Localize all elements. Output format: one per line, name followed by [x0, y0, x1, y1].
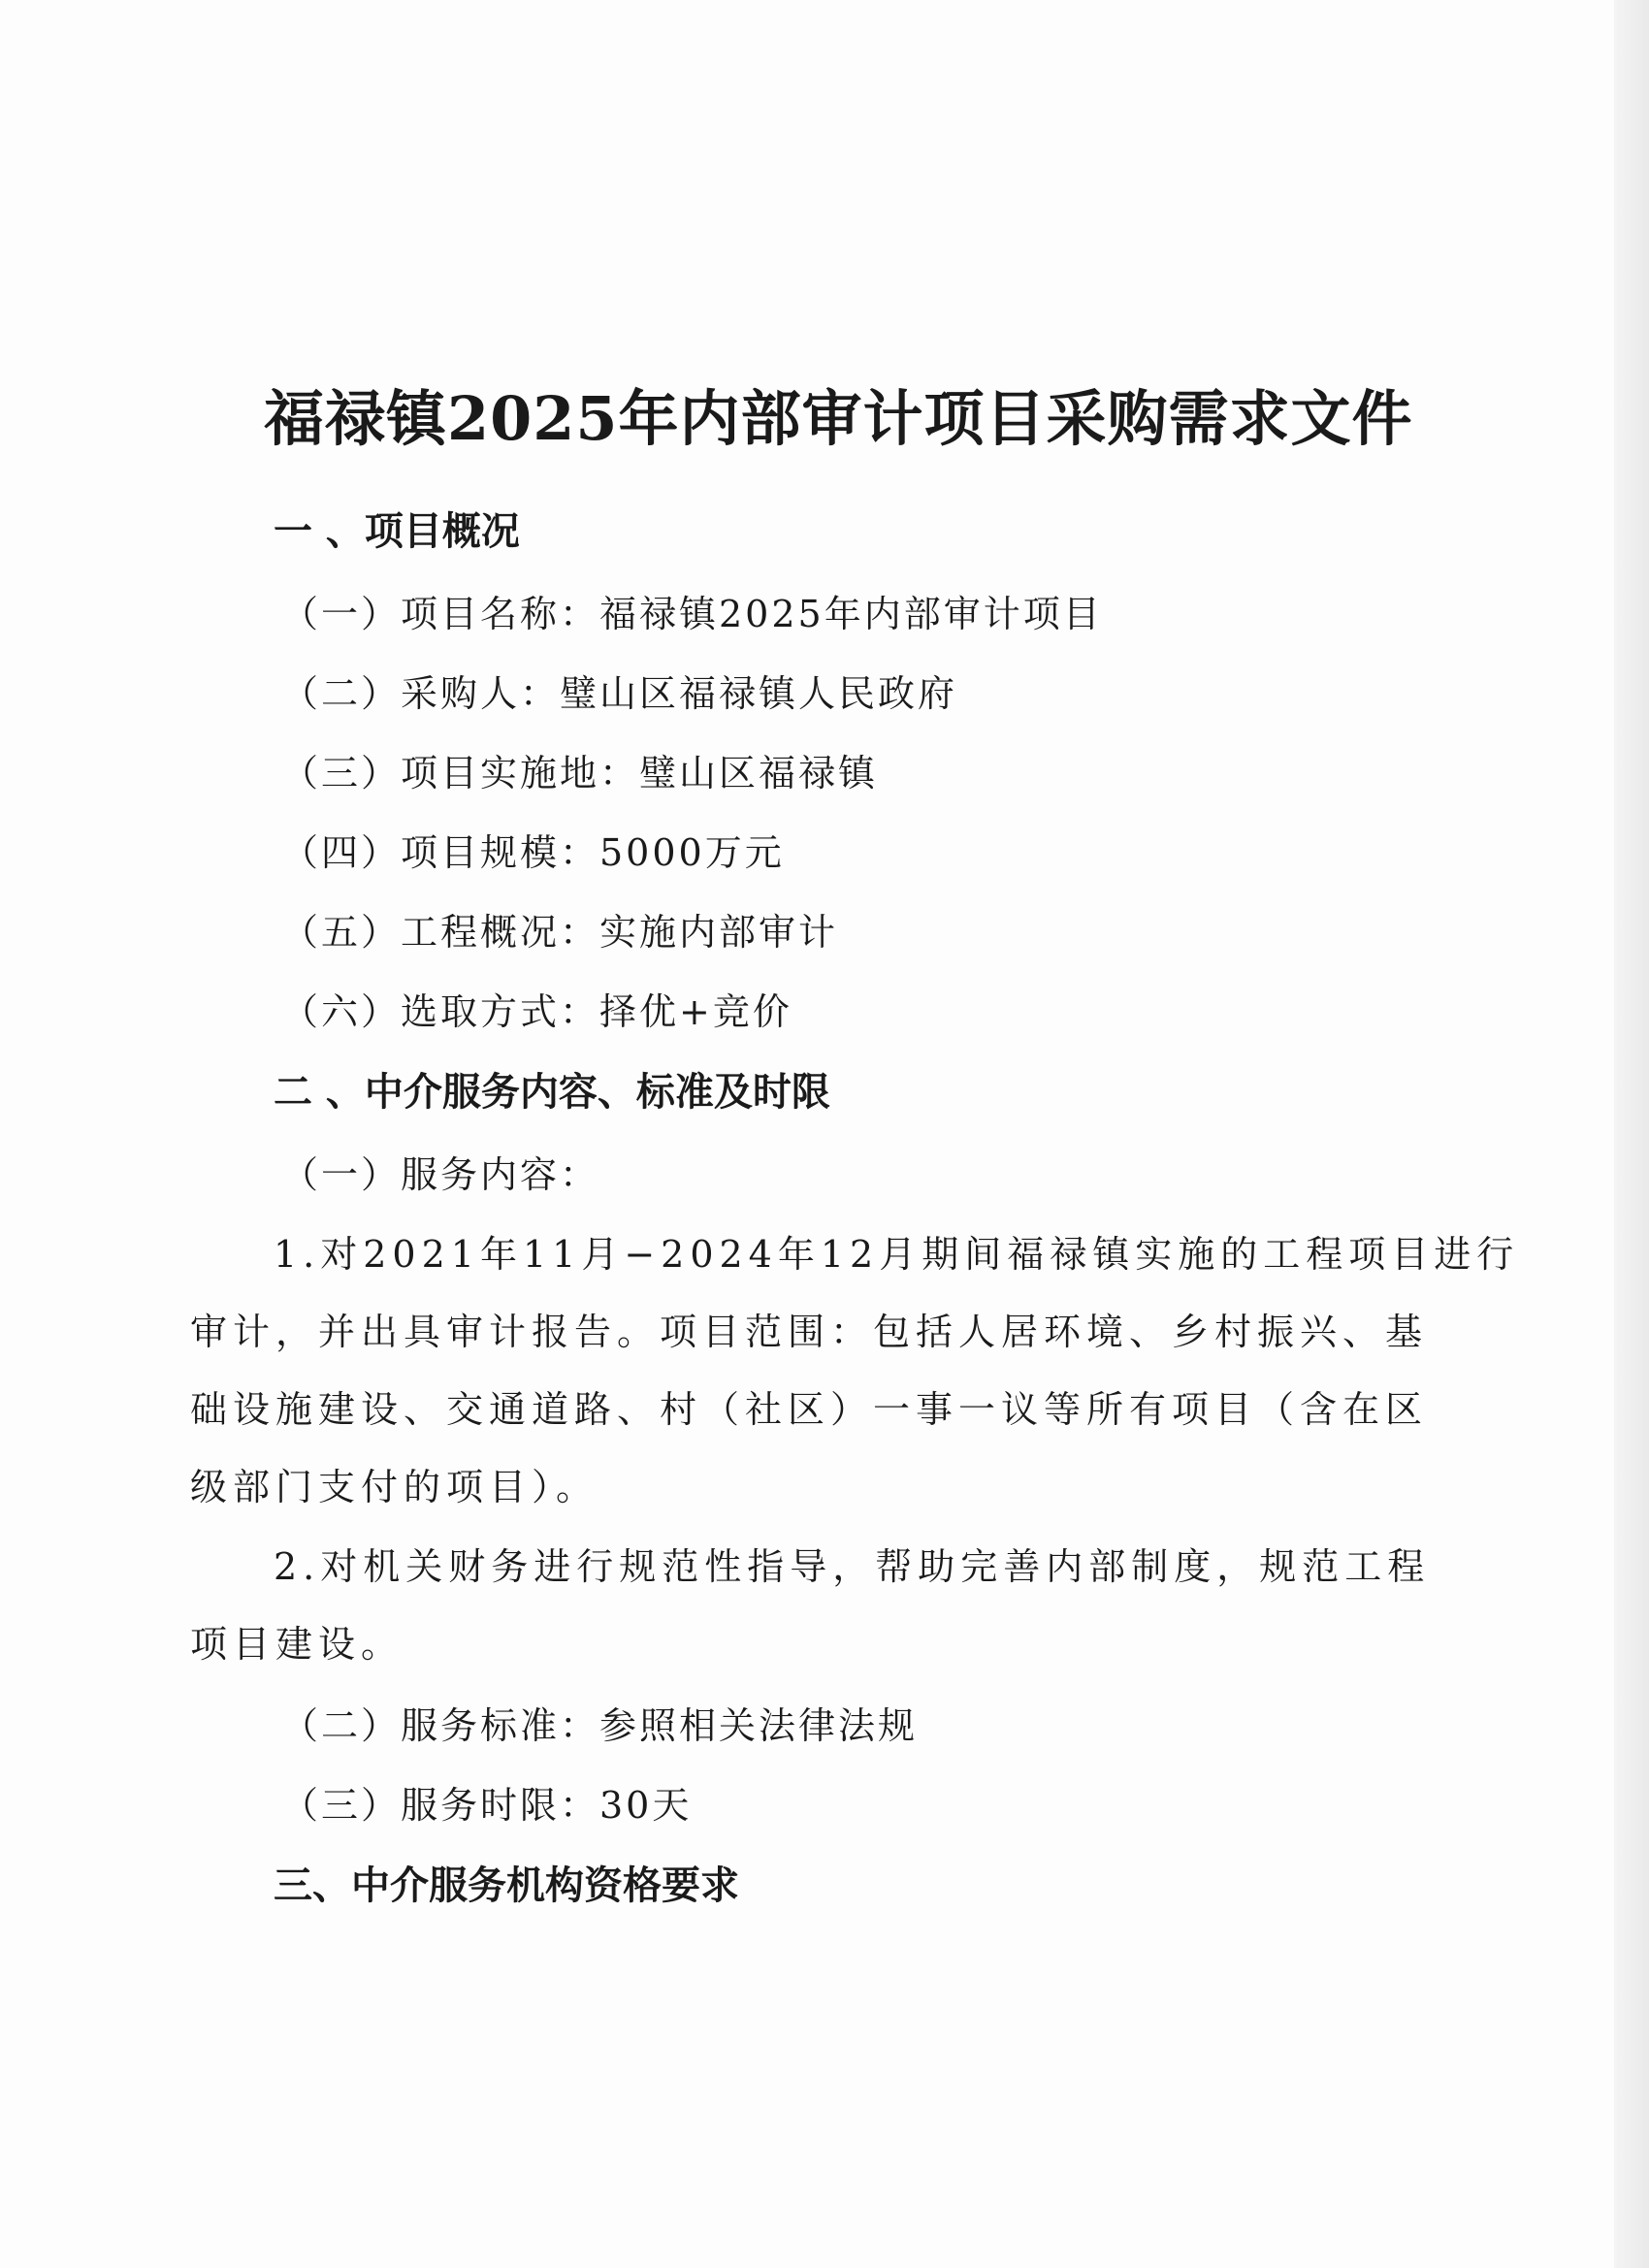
section-3-heading: 三、中介服务机构资格要求 — [274, 1863, 739, 1908]
service-standard: （二）服务标准：参照相关法律法规 — [281, 1704, 919, 1747]
service-para-2-line-2: 项目建设。 — [190, 1623, 404, 1666]
service-para-1-line-4: 级部门支付的项目）。 — [190, 1466, 599, 1508]
section-1-heading: 一 、项目概况 — [274, 509, 520, 554]
scan-edge — [1614, 0, 1649, 2268]
document-title: 福禄镇2025年内部审计项目采购需求文件 — [264, 383, 1413, 454]
project-name: （一）项目名称：福禄镇2025年内部审计项目 — [281, 593, 1103, 635]
project-overview: （五）工程概况：实施内部审计 — [281, 911, 839, 954]
service-para-2-line-1: 2.对机关财务进行规范性指导，帮助完善内部制度，规范工程 — [274, 1545, 1431, 1588]
service-para-1-line-1: 1.对2021年11月−2024年12月期间福禄镇实施的工程项目进行 — [274, 1233, 1520, 1276]
project-location: （三）项目实施地：璧山区福禄镇 — [281, 752, 879, 794]
service-para-1-line-2: 审计，并出具审计报告。项目范围：包括人居环境、乡村振兴、基 — [190, 1311, 1429, 1353]
service-content-heading: （一）服务内容： — [281, 1153, 600, 1196]
purchaser: （二）采购人：璧山区福禄镇人民政府 — [281, 672, 958, 715]
project-scale: （四）项目规模：5000万元 — [281, 831, 785, 874]
service-time-limit: （三）服务时限：30天 — [281, 1784, 693, 1827]
selection-method: （六）选取方式：择优+竞价 — [281, 990, 792, 1033]
service-para-1-line-3: 础设施建设、交通道路、村（社区）一事一议等所有项目（含在区 — [190, 1388, 1429, 1431]
section-2-heading: 二 、中介服务内容、标准及时限 — [274, 1070, 830, 1115]
